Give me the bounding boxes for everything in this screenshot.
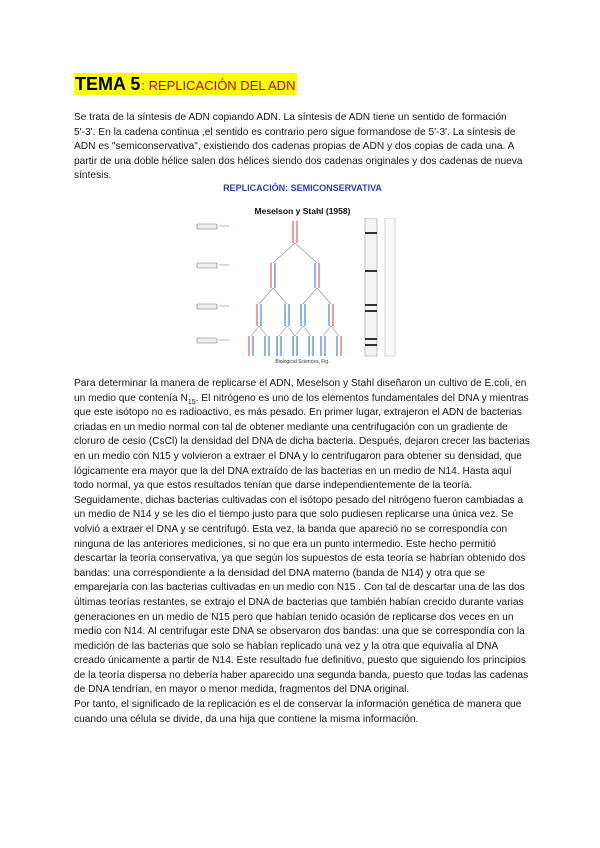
figure-title: REPLICACIÓN: SEMICONSERVATIVA <box>223 183 382 193</box>
dna-branch-tree <box>249 221 341 356</box>
centrifuge-tubes <box>365 218 395 356</box>
culture-flasks <box>197 224 229 343</box>
figure-caption: Biological Sciences, Fig. <box>275 359 330 365</box>
page-title <box>74 73 297 95</box>
conclusion-text: Por tanto, el significado de la replicación es el de conservar la información genética de manera que cuando una célula se divide, da una hija que contiene la misma información. <box>74 699 522 725</box>
body-text-1: Para determinar la manera de replicarse el ADN, Meselson y Stahl diseñaron un cultivo de E.coli, en un medio que contenía N <box>74 378 527 404</box>
replication-diagram <box>195 218 410 358</box>
tema-label: TEMA 5 <box>75 74 141 94</box>
figure-subtitle: Meselson y Stahl (1958) <box>254 206 351 216</box>
replication-figure <box>195 183 410 369</box>
body-text-2: . El nitrógeno es uno de los elementos fundamentales del DNA y mientras que este isótopo no es radioactivo, es más pesado. En primer lugar, extrajeron el ADN de bacterias criadas en un medio normal con tal de obtener mediante una centrifugación con un gradiente de cloruro de cesio (CsCl) la densidad del DNA de dicha bacteria. Después, dejaron crecer las bacterias en un medio con N15 y volvieron a extraer el DNA y lo centrifugaron para obtener su densidad, que lógicamente era mayor que la del DNA extraído de las bacterias en un medio de N14. Hasta aquí todo normal, ya que estos resultados tenían que darse independientemente de la teoría. Seguidamente, dichas bacterias cultivadas con el isótopo pesado del nitrógeno fueron cambiadas a un medio de N14 y se les dio el tiempo justo para que solo pudiesen replicarse una única vez. Se volvió a extraer el DNA y se centrifugó. Esta vez, la banda que apareció no se correspondía con ninguna de las anteriores mediciones, si no que era un punto intermedio. Este hecho permitió descartar la teoría conservativa, ya que según los supuestos de esta teoría se habrían obtenido dos bandas: una correspondiente a la densidad del DNA materno (banda de N14) y otra que se emparejaría con las bacterias cultivadas en un medio con N15 . Con tal de descartar una de las dos últimas teorías restantes, se extrajo el DNA de bacterias que también habían crecido durante varias generaciones en un medio de N15 pero que habían tenido ocasión de replicarse dos veces en un medio con N14. Al centrifugar este DNA se observaron dos bandas: una que se correspondía con la medición de las bacterias que solo se habían replicado una vez y la otra que equivalía al DNA creado únicamente a partir de N14. Este resultado fue definitivo, puesto que siguiendo los principios de la teoría dispersa no debería haber aparecido una segunda banda, puesto que todas las cadenas de DNA tendrían, en mayor o menor medida, fragmentos del DNA original. <box>74 392 530 696</box>
isotope-subscript: 15 <box>187 398 196 406</box>
body-paragraph <box>74 377 530 727</box>
intro-paragraph: Se trata de la síntesis de ADN copiando ADN. La síntesis de ADN tiene un sentido de formación 5'-3'. En la cadena continua ,el sentido es contrario pero sigue formandose de 5'-3'. La síntesis de ADN es "semiconservativa", existiendo dos cadenas propias de ADN y dos copias de cada una. A partir de una doble hélice salen dos hélices siendo dos cadenas originales y dos cadenas de nueva síntesis. <box>74 112 523 182</box>
tema-subtitle: : REPLICACIÓN DEL ADN <box>141 78 296 93</box>
